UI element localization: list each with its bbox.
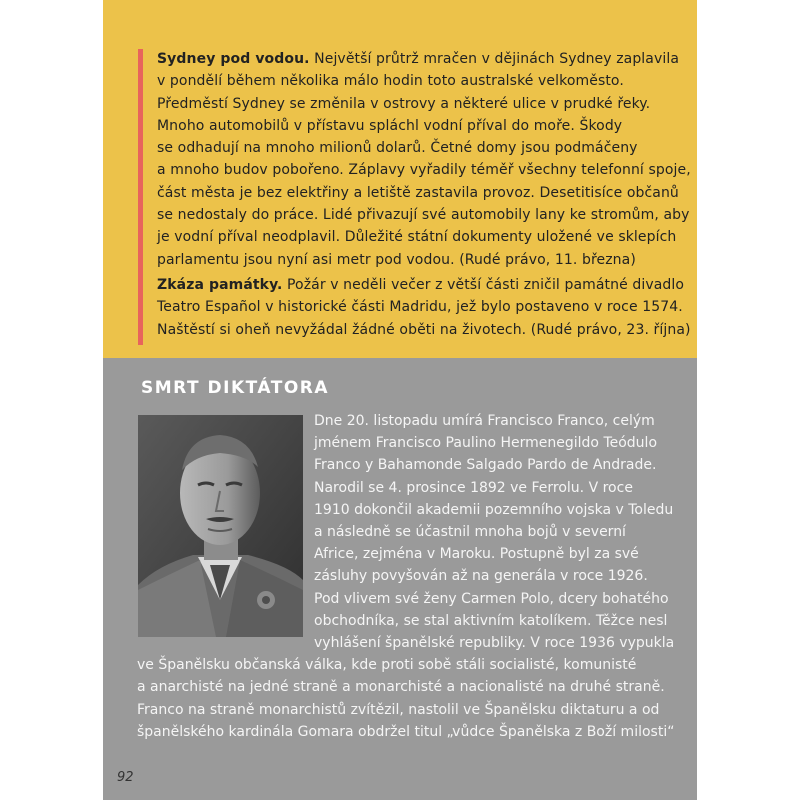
bio-line: a následně se účastnil mnoha bojů v severní — [314, 524, 626, 541]
article-line: Mnoho automobilů v přístavu spláchl vodní příval do moře. Škody — [157, 117, 623, 134]
bio-line: jménem Francisco Paulino Hermenegildo Teódulo — [314, 435, 658, 452]
article-line: a mnoho budov pobořeno. Záplavy vyřadily téměř všechny telefonní spoje, — [157, 162, 691, 179]
article-title: Zkáza památky. — [157, 276, 283, 293]
article-line: Zkáza památky. Požár v neděli večer z větší části zničil památné divadlo — [157, 276, 685, 293]
article-line: Předměstí Sydney se změnila v ostrovy a některé ulice v prudké řeky. — [157, 95, 651, 112]
article-line: Teatro Español v historické části Madridu, jež bylo postaveno v roce 1574. — [157, 299, 683, 316]
article-line: část města je bez elektřiny a letiště zastavila provoz. Desetitisíce občanů — [157, 184, 679, 201]
article-line: Sydney pod vodou. Největší průtrž mračen v dějinách Sydney zaplavila — [157, 51, 680, 67]
page-number: 92 — [117, 770, 134, 785]
bio-line: Franco y Bahamonde Salgado Pardo de Andrade. — [314, 457, 657, 474]
article-sydney — [157, 48, 697, 271]
book-page — [103, 0, 697, 800]
bio-line: ve Španělsku občanská válka, kde proti sobě stáli socialisté, komunisté — [137, 657, 637, 674]
article-line: se nedostaly do práce. Lidé přivazují své automobily lany ke stromům, aby — [157, 207, 690, 224]
article-line: Naštěstí si oheň nevyžádal žádné oběti na životech. (Rudé právo, 23. října) — [157, 321, 691, 338]
article-title: Sydney pod vodou. — [157, 51, 310, 67]
bio-line: a anarchisté na jedné straně a monarchisté a nacionalisté na druhé straně. — [137, 679, 665, 696]
bio-line: 1910 dokončil akademii pozemního vojska v Toledu — [314, 501, 674, 518]
article-line: je vodní příval neodplavil. Důležité státní dokumenty uložené ve sklepích — [157, 229, 677, 246]
bio-line: Pod vlivem své ženy Carmen Polo, dcery bohatého — [314, 590, 669, 607]
bio-line: Narodil se 4. prosince 1892 ve Ferrolu. V roce — [314, 479, 633, 496]
bio-line: Africe, zejména v Maroku. Postupně byl za své — [314, 546, 639, 563]
article-line: se odhadují na mnoho milionů dolarů. Četné domy jsou podmáčeny — [157, 140, 638, 157]
article-line: parlamentu jsou nyní asi metr pod vodou. (Rudé právo, 11. března) — [157, 251, 636, 268]
bio-line: Dne 20. listopadu umírá Francisco Franco, celým — [314, 413, 655, 429]
bio-line: obchodníka, se stal aktivním katolíkem. Těžce nesl — [314, 612, 668, 629]
article-line: v pondělí během několika málo hodin toto australské velkoměsto. — [157, 73, 624, 90]
bio-line: španělského kardinála Gomara obdržel titul „vůdce Španělska z Boží milosti“ — [137, 723, 675, 740]
news-box — [103, 0, 697, 358]
biography-text — [103, 410, 697, 743]
bio-line: zásluhy povyšován až na generála v roce 1926. — [314, 568, 648, 585]
bio-line: vyhlášení španělské republiky. V roce 1936 vypukla — [314, 635, 675, 652]
news-text — [157, 48, 697, 341]
bio-line: Franco na straně monarchistů zvítězil, nastolil ve Španělsku diktaturu a od — [137, 701, 660, 718]
article-madrid — [157, 274, 697, 341]
section-heading: SMRT DIKTÁTORA — [141, 378, 330, 398]
accent-bar — [138, 49, 143, 345]
